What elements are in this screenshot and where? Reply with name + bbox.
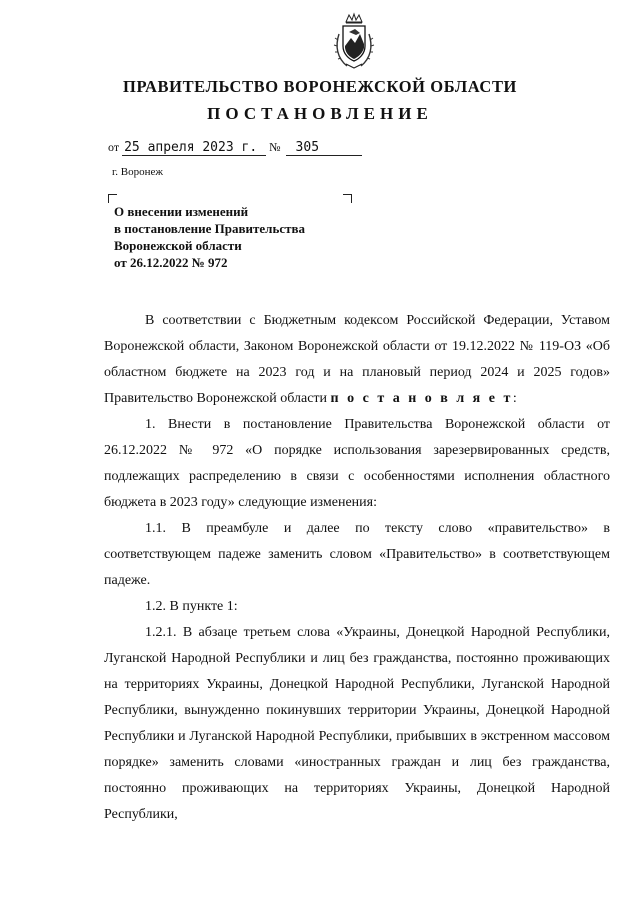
paragraph-1-2: 1.2. В пункте 1: xyxy=(145,599,238,614)
subject-corner-right xyxy=(343,194,352,203)
date-number-line xyxy=(108,140,362,156)
number-prefix: № xyxy=(269,140,281,154)
preamble-text: В соответствии с Бюджетным кодексом Российской Федерации, Уставом Воронежской области, Законом Воронежской области от 19.12.2022 № 119-ОЗ «Об областном бюджете на 2023 год и на плановый период 2024 и 2025 годов» Правительство Воронежской области xyxy=(104,313,610,406)
paragraph-1: 1. Внести в постановление Правительства Воронежской области от 26.12.2022 № 972 «О порядке использования зарезервированных средств, подлежащих распределению в связи с особенностями исполнения областного бюджета в 2023 году» следующие изменения: xyxy=(104,417,610,510)
date-prefix: от xyxy=(108,140,120,154)
document-date: 25 апреля 2023 г. xyxy=(122,140,266,156)
subject-line: О внесении изменений xyxy=(114,204,249,219)
government-title: ПРАВИТЕЛЬСТВО ВОРОНЕЖСКОЙ ОБЛАСТИ xyxy=(123,77,517,96)
subject-line: Воронежской области xyxy=(114,238,242,253)
paragraph-1-1: 1.1. В преамбуле и далее по тексту слово «правительство» в соответствующем падеже заменить словом «Правительство» в соответствующем падеже. xyxy=(104,521,610,588)
decree-end: : xyxy=(512,391,517,406)
preamble-paragraph xyxy=(104,308,610,412)
document-number: 305 xyxy=(286,140,362,156)
document-type-title: ПОСТАНОВЛЕНИЕ xyxy=(207,104,433,123)
document-subject xyxy=(114,203,354,271)
subject-line: в постановление Правительства xyxy=(114,221,306,236)
decree-word: п о с т а н о в л я е т xyxy=(330,391,513,406)
document-body xyxy=(104,308,610,828)
city-label: г. Воронеж xyxy=(112,166,163,178)
paragraph-1-2-1: 1.2.1. В абзаце третьем слова «Украины, Донецкой Народной Республики, Луганской Народной Республики и лиц без гражданства, постоянно проживающих на территориях Украины, Донецкой Народной Республики, Луганской Народной Республики, вынужденно покинувших территории Украины, Донецкой Народной Республики и Луганской Народной Республики, прибывших в экстренном массовом порядке» заменить словами «иностранных граждан и лиц без гражданства, постоянно проживающих на территориях Украины, Донецкой Народной Республики, xyxy=(104,625,610,822)
subject-corner-left xyxy=(108,194,117,203)
subject-line: от 26.12.2022 № 972 xyxy=(114,255,228,270)
voronezh-coat-of-arms-icon xyxy=(331,12,377,70)
